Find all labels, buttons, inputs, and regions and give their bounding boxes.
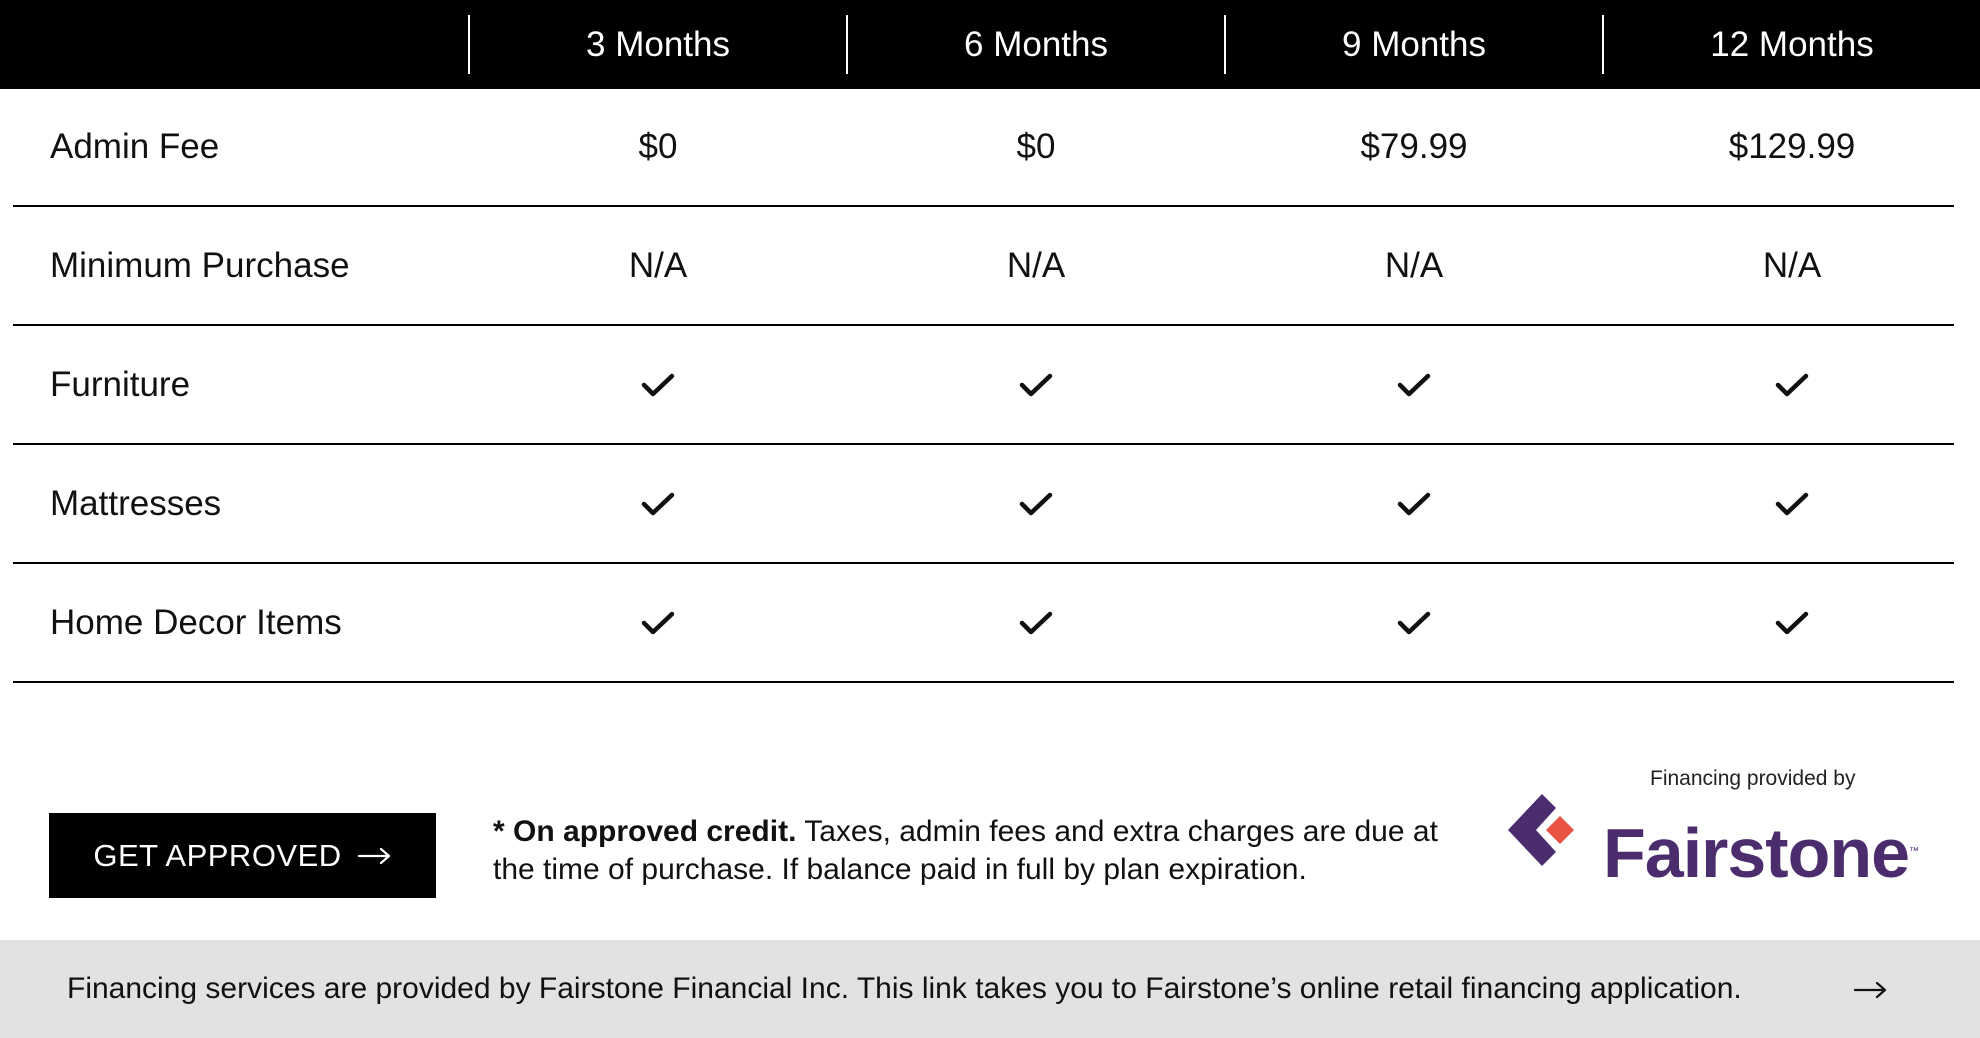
table-row-furniture bbox=[13, 326, 1954, 445]
table-cell: N/A bbox=[1006, 245, 1066, 285]
arrow-right-icon bbox=[1854, 981, 1888, 999]
check-icon bbox=[1603, 445, 1980, 562]
table-cell: $129.99 bbox=[1728, 127, 1856, 166]
column-header-9-months: 9 Months bbox=[1342, 24, 1486, 64]
row-label: Minimum Purchase bbox=[50, 245, 350, 285]
table-row-mattresses bbox=[13, 445, 1954, 564]
check-icon bbox=[469, 326, 847, 443]
table-cell: N/A bbox=[1384, 245, 1444, 285]
check-icon bbox=[1225, 326, 1603, 443]
table-row-home-decor-items bbox=[13, 564, 1954, 683]
column-header-3-months: 3 Months bbox=[586, 24, 730, 64]
table-row-minimum-purchase bbox=[13, 207, 1954, 326]
fairstone-logo-text: Fairstone bbox=[1603, 814, 1910, 892]
row-label: Furniture bbox=[50, 364, 191, 404]
credit-disclaimer bbox=[493, 813, 1473, 889]
table-cell: N/A bbox=[1762, 245, 1822, 285]
check-icon bbox=[847, 564, 1225, 681]
table-cell: $79.99 bbox=[1360, 127, 1468, 166]
check-icon bbox=[847, 445, 1225, 562]
financing-link-text: Financing services are provided by Fairstone Financial Inc. This link takes you to Fairstone’s online retail financing application. bbox=[67, 972, 1742, 1005]
check-icon bbox=[1225, 445, 1603, 562]
table-cell: $0 bbox=[1016, 127, 1056, 166]
row-label: Home Decor Items bbox=[50, 602, 342, 642]
arrow-right-icon bbox=[358, 847, 392, 865]
disclaimer-bold: * On approved credit. bbox=[493, 815, 797, 848]
get-approved-label: GET APPROVED bbox=[93, 837, 342, 873]
get-approved-button[interactable] bbox=[49, 813, 436, 898]
fairstone-logo-icon bbox=[1508, 790, 1590, 872]
check-icon bbox=[469, 564, 847, 681]
column-header-12-months: 12 Months bbox=[1710, 24, 1874, 64]
table-cell: N/A bbox=[628, 245, 688, 285]
row-label: Admin Fee bbox=[50, 127, 220, 166]
check-icon bbox=[1603, 564, 1980, 681]
disclaimer-text: Taxes, admin fees and extra charges are due at the time of purchase. If balance paid in full by plan expiration. bbox=[493, 815, 1438, 886]
row-label: Mattresses bbox=[50, 483, 222, 523]
financing-application-link[interactable] bbox=[0, 940, 1980, 1038]
financing-provider-caption: Financing provided by bbox=[1650, 767, 1856, 790]
table-cell: $0 bbox=[638, 127, 678, 166]
check-icon bbox=[1225, 564, 1603, 681]
check-icon bbox=[847, 326, 1225, 443]
table-header bbox=[0, 0, 1980, 89]
check-icon bbox=[1603, 326, 1980, 443]
column-header-6-months: 6 Months bbox=[964, 24, 1108, 64]
trademark-symbol: ™ bbox=[1909, 846, 1919, 857]
check-icon bbox=[469, 445, 847, 562]
table-row-admin-fee bbox=[13, 89, 1954, 207]
